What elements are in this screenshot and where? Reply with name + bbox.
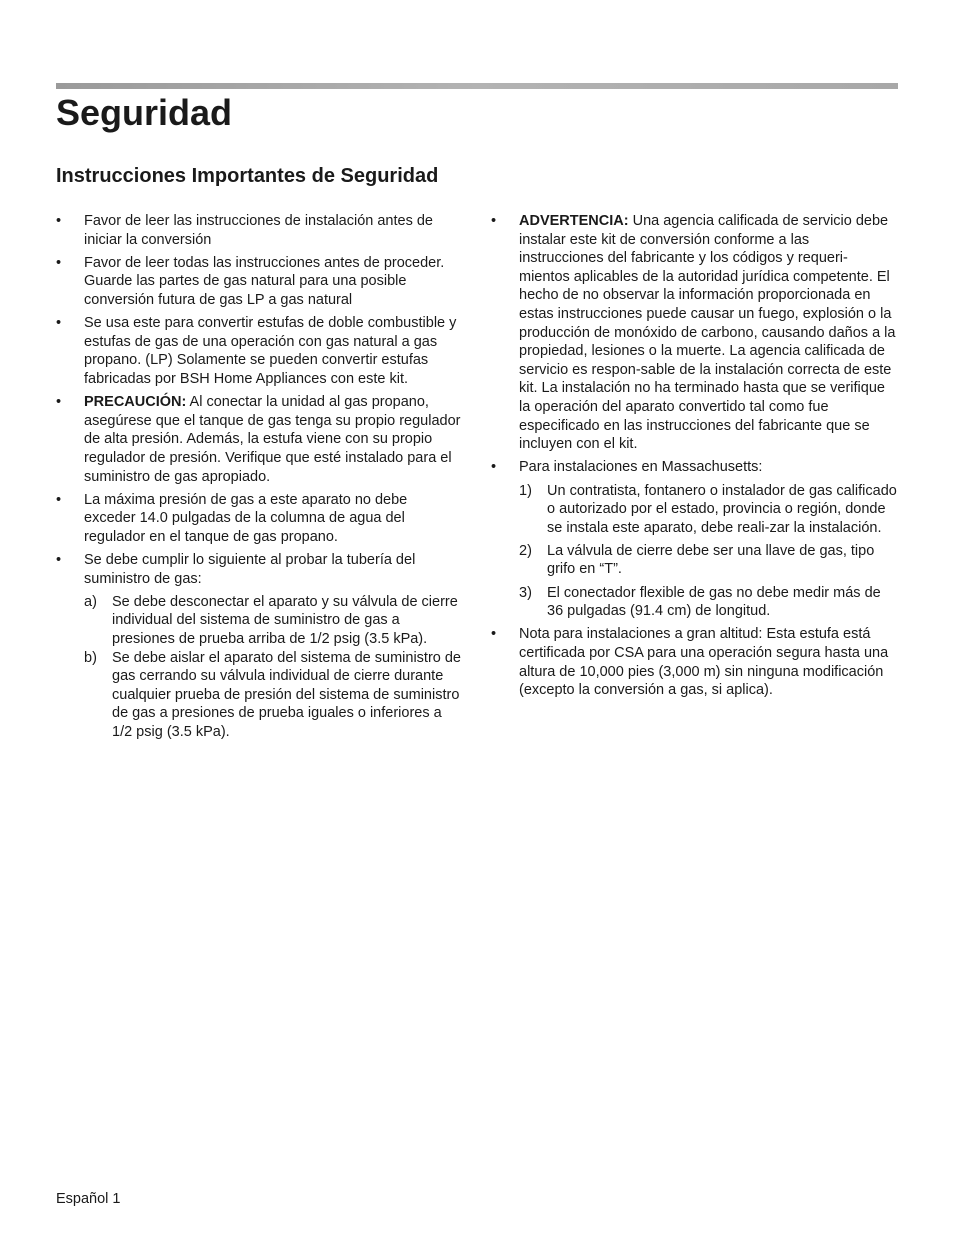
bullet-icon: • [56,254,62,271]
page-title: Seguridad [56,92,233,133]
bullet-icon: • [56,315,62,332]
section-title: Instrucciones Importantes de Seguridad [56,165,439,187]
right-bullet-list [491,212,897,700]
list-item [56,551,462,742]
list-item [56,212,462,249]
left-bullet-list [56,212,462,742]
item-text: Para instalaciones en Massachusetts: [519,459,763,476]
sub-list-item [84,593,462,649]
header-rule [56,83,898,89]
sub-list [519,482,897,621]
bullet-icon: • [491,213,497,229]
sub-item-text: El conectador flexible de gas no debe medir más de 36 pulgadas (91.4 cm) de longitud. [547,584,881,620]
bullet-icon: • [56,552,62,569]
list-item [56,314,462,388]
item-text: Se debe cumplir lo siguiente al probar la tubería del suministro de gas: [84,552,416,587]
sub-list-item [519,584,897,621]
sub-list-item [84,649,462,742]
page-footer: Español 1 [56,1191,121,1207]
bullet-icon: • [56,491,62,508]
item-text: La máxima presión de gas a este aparato no debe exceder 14.0 pulgadas de la columna de agua del regulador en el tanque de gas propano. [84,491,408,545]
sub-item-marker: a) [84,593,97,610]
sub-item-text: La válvula de cierre debe ser una llave de gas, tipo grifo en “T”. [547,542,875,578]
list-item [491,458,897,621]
list-item-warning [491,212,897,454]
item-text: Nota para instalaciones a gran altitud: Esta estufa está certificada por CSA para una operación segura hasta una altura de 10,000 pies (3,000 m) sin ninguna modificación (excepto la conversión a gas, si aplica). [519,626,889,699]
right-column [491,212,897,704]
bullet-icon: • [56,394,62,411]
item-text: Favor de leer todas las instrucciones antes de proceder. Guarde las partes de gas natural para una posible conversión futura de gas LP a gas natural [84,254,445,308]
list-item [56,254,462,310]
sub-item-text: Se debe desconectar el aparato y su válvula de cierre individual del sistema de suministro de gas a presiones de prueba arriba de 1/2 psig (3.5 kPa). [112,593,458,648]
bullet-icon: • [491,626,497,643]
caution-label: PRECAUCIÓN: [84,394,187,411]
item-text: Al conectar la unidad al gas propano, asegúrese que el tanque de gas tenga su propio regulador de alta presión. Además, la estufa viene con su propio regulador de presión. Verifique que esté instalado para el suministro de gas apropiado. [84,394,461,485]
item-text: Favor de leer las instrucciones de instalación antes de iniciar la conversión [84,213,433,248]
sub-list [84,593,462,742]
sub-item-marker: b) [84,649,97,666]
warning-label: ADVERTENCIA: [519,213,629,229]
sub-list-item [519,482,897,538]
bullet-icon: • [491,459,497,476]
sub-item-marker: 3) [519,584,532,601]
sub-item-text: Se debe aislar el aparato del sistema de suministro de gas cerrando su válvula individual de cierre durante cualquier prueba de presión del sistema de suministro de gas a presiones de prueba iguales o inferiores a 1/2 psig (3.5 kPa). [112,649,461,740]
sub-item-text: Un contratista, fontanero o instalador de gas calificado o autorizado por el estado, provincia o región, donde se instala este aparato, debe reali-zar la instalación. [547,482,897,536]
sub-item-marker: 2) [519,542,532,559]
left-column [56,212,462,746]
list-item-caution [56,393,462,486]
item-text: Una agencia calificada de servicio debe instalar este kit de conversión conforme a las instrucciones del fabricante y los códigos y requeri-mientos aplicables de la autoridad jurídica competente. El hecho de no observar la información proporcionada en estas instrucciones puede causar un fuego, explosión o la producción de monóxido de carbono, causando daños a la propiedad, lesiones o la muerte. La agencia calificada de servicio es respon-sable de la instalación correcta de este kit. La instalación no ha terminado hasta que se verifique la operación del aparato convertido tal como fue especificado en las instrucciones del fabricante que se incluyen con el kit. [519,213,896,453]
sub-item-marker: 1) [519,482,532,499]
bullet-icon: • [56,213,62,229]
list-item [491,625,897,699]
list-item [56,491,462,547]
item-text: Se usa este para convertir estufas de doble combustible y estufas de gas de una operación con gas natural a gas propano. (LP) Solamente se pueden convertir estufas fabricadas por BSH Home Appliances con este kit. [84,315,457,387]
sub-list-item [519,542,897,579]
